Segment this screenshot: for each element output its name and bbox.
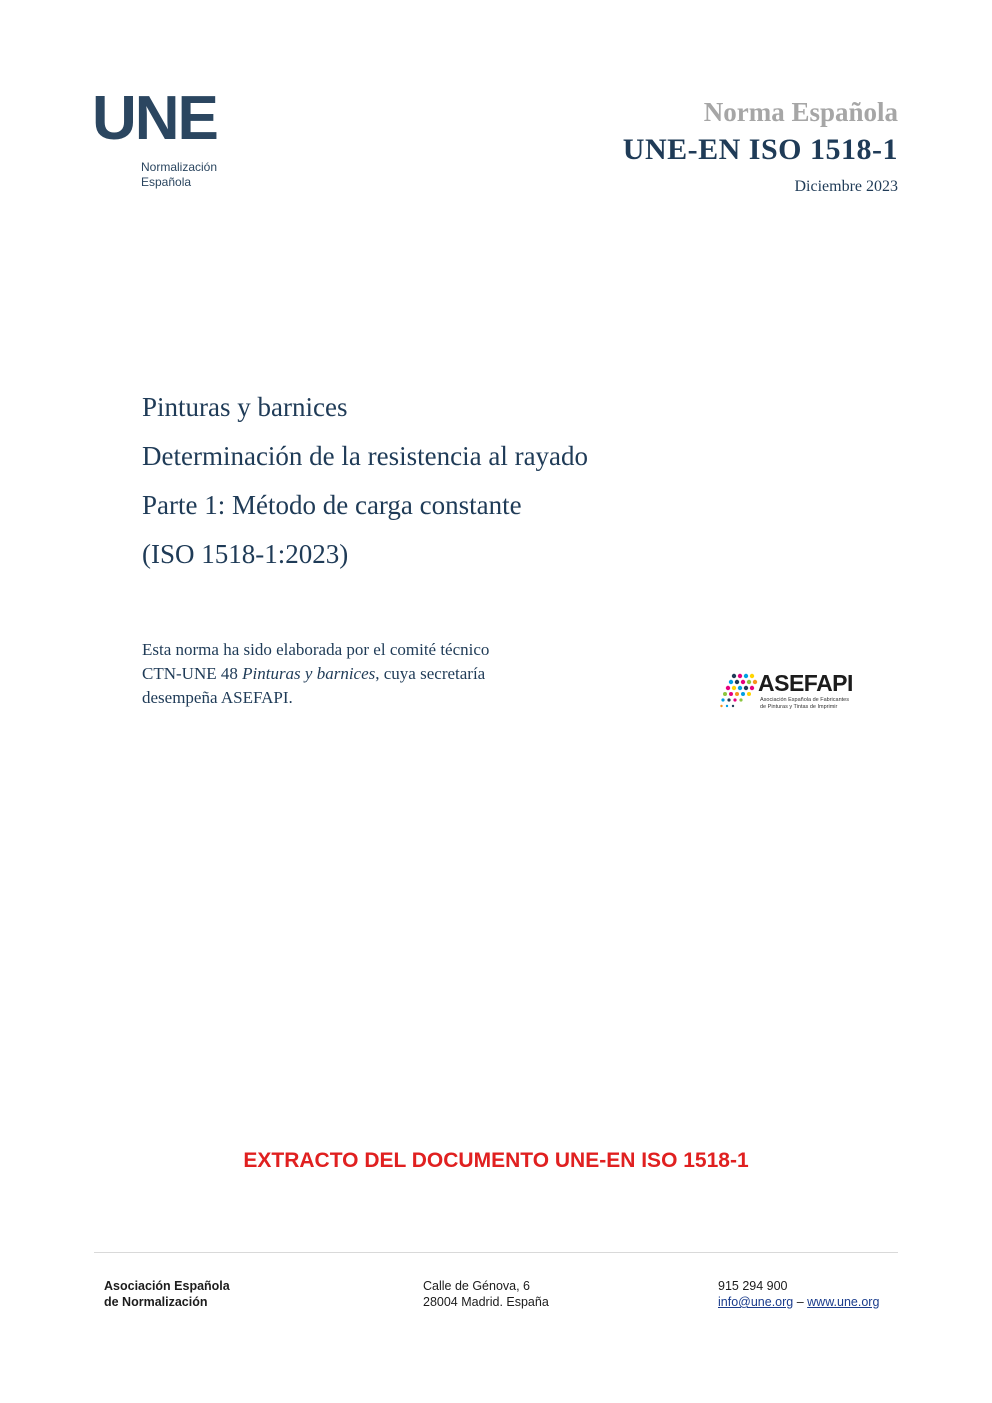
link-separator: – (793, 1295, 808, 1309)
norm-label: Norma Española (703, 97, 898, 127)
footer-addr-line-1: Calle de Génova, 6 (423, 1279, 531, 1293)
email-link[interactable]: info@une.org (718, 1295, 794, 1309)
extract-notice: EXTRACTO DEL DOCUMENTO UNE-EN ISO 1518-1 (243, 1149, 749, 1172)
une-logo-word: UNE (92, 84, 217, 153)
title-line: (ISO 1518-1:2023) (142, 539, 349, 569)
title-line: Determinación de la resistencia al rayado (142, 441, 589, 471)
norm-date: Diciembre 2023 (794, 178, 898, 195)
committee-code: CTN-UNE 48 (142, 664, 243, 683)
footer-phone: 915 294 900 (718, 1279, 788, 1293)
norm-code: UNE-EN ISO 1518-1 (622, 133, 898, 166)
document-titles (142, 383, 862, 579)
committee-line-3: desempeña ASEFAPI. (142, 688, 293, 707)
footer-org-line-1: Asociación Española (104, 1279, 230, 1293)
committee-name: Pinturas y barnices (242, 664, 376, 683)
title-line: Pinturas y barnices (142, 392, 348, 422)
title-line: Parte 1: Método de carga constante (142, 490, 522, 520)
footer-divider (94, 1252, 898, 1253)
asefapi-name: ASEFAPI (758, 670, 853, 696)
footer-contact (718, 1278, 879, 1310)
footer-organization (104, 1278, 230, 1310)
footer-org-line-2: de Normalización (104, 1295, 208, 1309)
norm-header (538, 96, 898, 198)
committee-line-2 (142, 662, 612, 686)
une-logo-subtitle: Normalización Española (141, 160, 218, 189)
footer-addr-line-2: 28004 Madrid. España (423, 1295, 549, 1309)
asefapi-dots-icon (720, 672, 760, 714)
footer-links (718, 1294, 879, 1310)
committee-line-1: Esta norma ha sido elaborada por el comité técnico (142, 640, 490, 659)
website-link[interactable]: www.une.org (807, 1295, 880, 1309)
asefapi-logo (720, 670, 870, 712)
asefapi-subtitle: Asociación Española de Fabricantes de Pinturas y Tintas de Imprimir (760, 697, 849, 710)
une-logo (92, 84, 242, 198)
committee-suffix: , cuya secretaría (375, 664, 486, 683)
committee-paragraph (142, 638, 612, 710)
footer-address (423, 1278, 549, 1310)
